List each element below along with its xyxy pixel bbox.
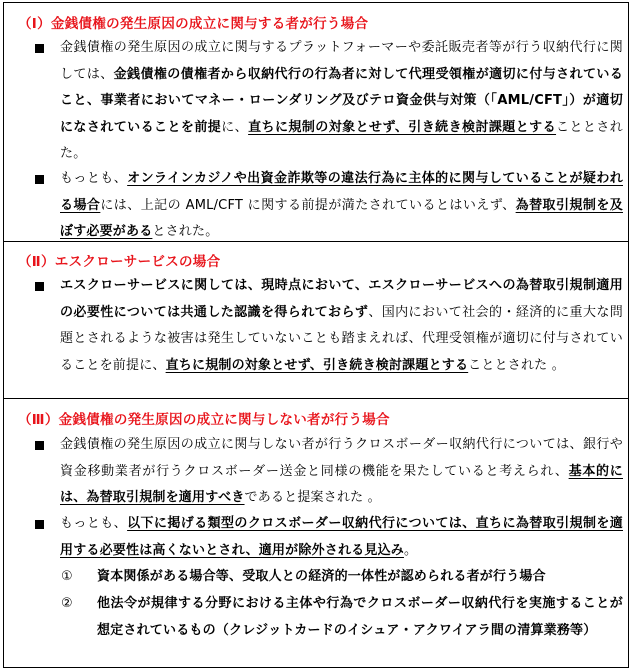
text-run: 。 bbox=[403, 542, 418, 558]
text-run: 直ちに規制の対象とせず、引き続き検討課題とする bbox=[248, 119, 557, 135]
section-2-heading: （Ⅱ）エスクローサービスの場合 bbox=[18, 254, 221, 270]
section-2 bbox=[4, 241, 628, 399]
section-1-bullet-1 bbox=[60, 35, 623, 168]
text-run: とされた。 bbox=[152, 224, 219, 239]
text-run: もっとも、 bbox=[60, 516, 128, 531]
section-3-heading: （Ⅲ）金銭債権の発生原因の成立に関与しない者が行う場合 bbox=[18, 412, 390, 428]
section-2-bullet-1 bbox=[60, 273, 623, 379]
text-run: こととされた。 bbox=[60, 119, 623, 161]
text-run: 直ちに規制の対象とせず、引き続き検討課題とする bbox=[165, 357, 469, 373]
text-run: オンラインカジノや出資金詐欺等の違法行為に主体的に関与していることが疑われる場合 bbox=[60, 171, 623, 213]
section-1-heading: （Ⅰ）金銭債権の発生原因の成立に関与する者が行う場合 bbox=[18, 16, 369, 32]
section-3-bullet-1 bbox=[60, 432, 623, 512]
square-bullet-icon bbox=[35, 44, 44, 53]
text-run: こととされた 。 bbox=[468, 357, 565, 373]
square-bullet-icon bbox=[35, 175, 44, 184]
numbered-marker-2: ② bbox=[61, 596, 73, 611]
text-run: に、 bbox=[221, 119, 249, 135]
text-run: 為替取引規制を及ぼす必要がある bbox=[60, 197, 623, 239]
section-1 bbox=[4, 3, 628, 242]
text-run: 金銭債権の発生原因の成立に関与するプラットフォーマーや委託販売者等が行う収納代行に関しては、 bbox=[60, 40, 623, 82]
text-run: 金銭債権の債権者から収納代行の行為者に対して代理受領権が適切に付与されていること、事業者においてマネー・ローンダリング及びテロ資金供与対策（「AML/CFT」）が適切になされていることを前提 bbox=[60, 66, 623, 135]
text-run: 、国内において社会的・経済的に重大な問題とされるような被害は発生していないことも踏まえれば、代理受領権が適切に付与されていることを前提に、 bbox=[60, 304, 623, 373]
section-1-bullet-2 bbox=[60, 166, 623, 246]
numbered-marker-1: ① bbox=[61, 569, 73, 584]
text-run: 金銭債権の発生原因の成立に関与しない者が行うクロスボーダー収納代行については、銀行や資金移動業者が行うクロスボーダー送金と同様の機能を果たしていると考えられ、 bbox=[60, 437, 623, 479]
text-run: には、上記の AML/CFT に関する前提が満たされているとはいえず、 bbox=[100, 197, 516, 213]
text-run: 基本的には、為替取引規制を適用すべき bbox=[60, 463, 623, 505]
numbered-item-1: 資本関係がある場合等、受取人との経済的一体性が認められる者が行う場合 bbox=[97, 569, 546, 584]
square-bullet-icon bbox=[35, 520, 44, 529]
square-bullet-icon bbox=[35, 441, 44, 450]
text-run: 以下に掲げる類型のクロスボーダー収納代行については、直ちに為替取引規制を適用する必要性は高くないとされ、適用が除外される見込み bbox=[60, 516, 623, 558]
section-3-bullet-2 bbox=[60, 511, 623, 564]
text-run: もっとも、 bbox=[60, 171, 128, 186]
text-run: エスクローサービスに関しては、現時点において、エスクローサービスへの為替取引規制適用の必要性については共通した認識を得られておらず bbox=[60, 278, 623, 320]
numbered-item-2: 他法令が規律する分野における主体や行為でクロスボーダー収納代行を実施することが想定されているもの（クレジットカードのイシュア・アクワイアラ間の清算業務等） bbox=[97, 596, 623, 638]
square-bullet-icon bbox=[35, 282, 44, 291]
document-frame bbox=[3, 2, 629, 668]
section-3 bbox=[4, 398, 628, 667]
text-run: であると提案された 。 bbox=[244, 490, 381, 505]
